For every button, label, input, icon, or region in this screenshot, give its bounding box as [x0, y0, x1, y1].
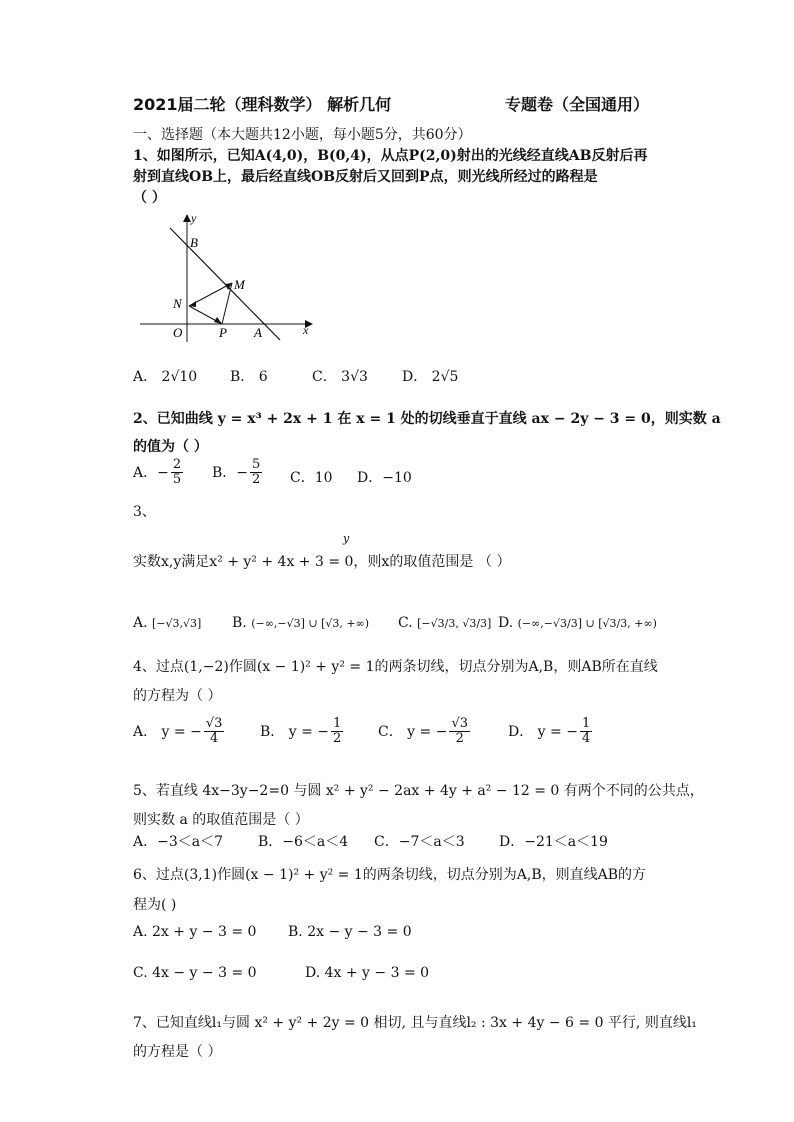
label-b: B	[190, 235, 198, 250]
q1-option-d[interactable]: D． 2√5	[402, 369, 459, 385]
y-axis-arrow	[183, 214, 191, 222]
q5-line1: 5、若直线 4x−3y−2=0 与圆 x² + y² − 2ax + 4y + a² − 12 = 0 有两个不同的公共点，	[133, 783, 704, 799]
q2-a-num: 2	[172, 457, 182, 472]
q3-b-value: (−∞,−√3] ∪ [√3, +∞)	[251, 617, 370, 630]
q4-option-c[interactable]	[378, 717, 472, 747]
q2-b-den: 2	[252, 472, 261, 488]
arrow-p	[214, 317, 222, 324]
q3-d-label: D.	[498, 615, 514, 631]
q2-a-prefix: A．−	[133, 464, 169, 481]
q4-c-den: 2	[455, 731, 464, 747]
q4-c-num: √3	[451, 716, 468, 731]
q2-option-a[interactable]	[133, 458, 185, 488]
q4-line2: 的方程为（ ）	[133, 688, 222, 704]
q1-line1: 1、如图所示，已知A(4,0)，B(0,4)，从点P(2,0)射出的光线经直线AB反射后再	[133, 148, 648, 164]
q6-option-d[interactable]: D. 4x + y − 3 = 0	[305, 965, 430, 981]
q1-line3: （ ）	[133, 190, 166, 206]
q3-c-value: [−√3/3, √3/3]	[417, 617, 492, 630]
q3-a-label: A.	[133, 615, 148, 631]
q3-blank: （ ）	[478, 554, 511, 570]
q7-line2: 的方程是（ ）	[133, 1044, 222, 1060]
q3-y-over: y	[343, 532, 350, 545]
q2-b-fraction	[250, 458, 262, 488]
q4-b-num: 1	[333, 716, 342, 731]
q4-c-prefix: C． y = −	[378, 723, 448, 740]
q4-line1: 4、过点(1,−2)作圆(x − 1)² + y² = 1的两条切线，切点分别为A,B，则AB所在直线	[133, 659, 658, 675]
q3-b-label: B.	[232, 615, 247, 631]
q3-a-value: [−√3,√3]	[152, 617, 202, 630]
q1-line2: 射到直线OB上，最后经直线OB反射后又回到P点，则光线所经过的路程是	[133, 169, 598, 185]
q4-option-a[interactable]	[133, 717, 226, 747]
q2-a-den: 5	[172, 472, 182, 488]
q1-option-c[interactable]: C． 3√3	[312, 369, 368, 385]
q5-option-b[interactable]: B．−6＜a＜4	[258, 834, 349, 850]
q2-a-fraction	[171, 458, 183, 488]
q4-c-fraction	[449, 717, 470, 747]
page-title: 2021届二轮（理科数学） 解析几何	[133, 95, 392, 114]
q4-b-fraction	[331, 717, 343, 747]
q3-line: 实数x,y满足x² + y² + 4x + 3 = 0，则x的取值范围是	[133, 554, 474, 570]
label-y: y	[191, 211, 197, 225]
page-subtitle: 专题卷（全国通用）	[505, 95, 650, 114]
q3-c-label: C.	[398, 615, 413, 631]
label-a: A	[254, 325, 262, 340]
q4-d-den: 4	[581, 731, 591, 747]
q5-option-d[interactable]: D．−21＜a＜19	[499, 834, 608, 850]
q3-option-a[interactable]	[133, 615, 201, 631]
q5-option-a[interactable]: A．−3＜a＜7	[133, 834, 224, 850]
q4-a-fraction	[204, 717, 225, 747]
q5-option-c[interactable]: C．−7＜a＜3	[374, 834, 465, 850]
q4-d-num: 1	[581, 716, 591, 731]
q1-option-a[interactable]: A． 2√10	[133, 369, 198, 385]
q1-option-b[interactable]: B． 6	[230, 369, 268, 385]
label-o: O	[173, 325, 183, 340]
q6-option-a[interactable]: A. 2x + y − 3 = 0	[133, 924, 257, 940]
q2-option-d[interactable]: D．−10	[357, 470, 412, 486]
label-m: M	[234, 277, 245, 292]
q2-b-num: 5	[252, 457, 261, 472]
q2-line2: 的值为（ ）	[133, 439, 208, 455]
q3-label: 3、	[133, 504, 156, 520]
label-x: x	[303, 323, 309, 337]
q5-line2: 则实数 a 的取值范围是（ ）	[133, 812, 309, 828]
q4-option-b[interactable]	[260, 717, 345, 747]
q6-line1: 6、过点(3,1)作圆(x − 1)² + y² = 1的两条切线，切点分别为A,B，则直线AB的方	[133, 867, 647, 883]
q3-option-c[interactable]	[398, 615, 491, 631]
ray-pm	[222, 283, 232, 324]
q3-option-d[interactable]	[498, 615, 657, 631]
q6-option-b[interactable]: B. 2x − y − 3 = 0	[288, 924, 412, 940]
q6-option-c[interactable]: C. 4x − y − 3 = 0	[133, 965, 257, 981]
q2-option-c[interactable]: C．10	[290, 470, 333, 486]
label-p: P	[219, 325, 227, 340]
q4-option-d[interactable]	[508, 717, 594, 747]
label-n: N	[173, 296, 182, 311]
q3-option-b[interactable]	[232, 615, 369, 631]
q4-d-fraction	[580, 717, 592, 747]
q2-b-prefix: B．−	[212, 464, 249, 481]
section-heading: 一、选择题（本大题共12小题，每小题5分，共60分）	[133, 127, 472, 143]
arrow-n	[189, 301, 196, 307]
q6-line2: 程为( )	[133, 897, 177, 913]
q4-b-den: 2	[333, 731, 342, 747]
q4-b-prefix: B． y = −	[260, 723, 330, 740]
q3-d-value: (−∞,−√3/3] ∪ [√3/3, +∞)	[517, 617, 657, 630]
q4-d-prefix: D． y = −	[508, 723, 578, 740]
q1-figure	[135, 210, 315, 345]
q7-line1: 7、已知直线l₁与圆 x² + y² + 2y = 0 相切, 且与直线l₂ : 3x + 4y − 6 = 0 平行, 则直线l₁	[133, 1015, 697, 1031]
q4-a-num: √3	[205, 716, 223, 731]
q2-option-b[interactable]	[212, 458, 264, 488]
q2-line1: 2、已知曲线 y = x³ + 2x + 1 在 x = 1 处的切线垂直于直线 ax − 2y − 3 = 0，则实数 a	[133, 411, 721, 427]
q4-a-den: 4	[209, 731, 219, 747]
q4-a-prefix: A． y = −	[133, 723, 202, 740]
